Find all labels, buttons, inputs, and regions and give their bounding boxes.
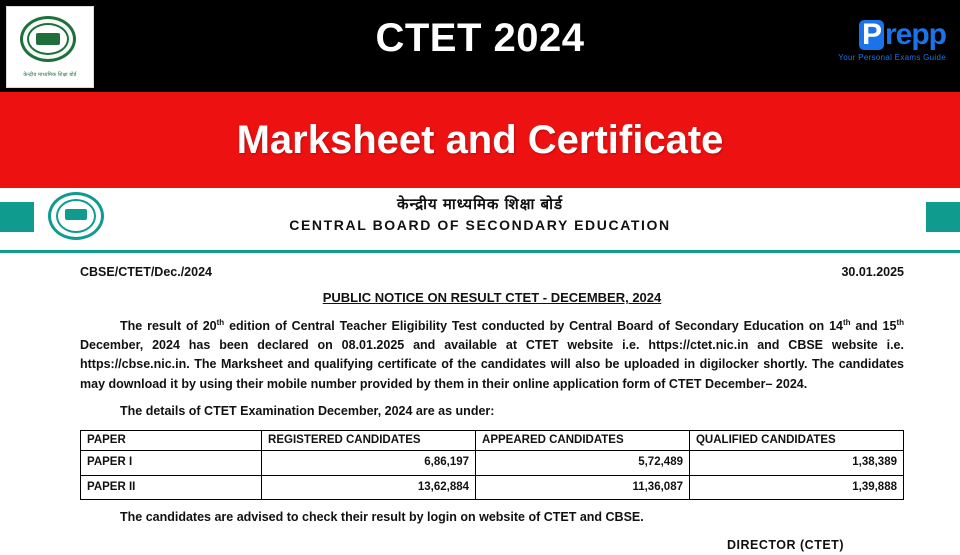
para1-sup-2: th	[842, 317, 851, 327]
cell-paper-2-appeared: 11,36,087	[476, 475, 690, 500]
para2-text: The details of CTET Examination December, 2024 are as under:	[120, 404, 495, 419]
brand-rest: repp	[884, 18, 946, 51]
signature-block: DIRECTOR (CTET)	[727, 537, 844, 552]
document-title-english: CENTRAL BOARD OF SECONDARY EDUCATION	[289, 217, 671, 233]
document-title-hindi: केन्द्रीय माध्यमिक शिक्षा बोर्ड	[397, 196, 563, 213]
para1-sup-3: th	[896, 317, 905, 327]
notice-paragraph-1	[80, 317, 904, 395]
reference-number: CBSE/CTET/Dec./2024	[80, 265, 212, 279]
prepp-logo[interactable]	[796, 20, 946, 62]
column-header-paper: PAPER	[81, 430, 262, 450]
notice-document	[0, 188, 960, 552]
brand-tagline: Your Personal Exams Guide	[838, 53, 946, 62]
cell-paper-2-qualified: 1,39,888	[689, 475, 903, 500]
notice-paragraph-3	[80, 508, 904, 527]
document-titles	[0, 194, 960, 233]
para1-part-b: edition of Central Teacher Eligibility Test conducted by Central Board of Secondary Education on 14	[224, 318, 843, 333]
document-header	[0, 188, 960, 253]
para1-part-a: The result of 20	[120, 318, 217, 333]
cell-paper-1-qualified: 1,38,389	[689, 450, 903, 475]
notice-date: 30.01.2025	[841, 265, 904, 279]
column-header-qualified: QUALIFIED CANDIDATES	[689, 430, 903, 450]
table-row	[81, 450, 904, 475]
results-table	[80, 430, 904, 501]
document-body	[0, 253, 960, 555]
notice-heading: PUBLIC NOTICE ON RESULT CTET - DECEMBER, 2024	[322, 290, 662, 306]
para1-part-d: December, 2024 has been declared on 08.01.2025 and available at CTET website i.e. https://ctet.nic.in and CBSE website i.e. https://cbse.nic.in. The Marksheet and qualifying certificate of the candidates will also be uploaded in digilocker shortly. The candidates may download it by using their mobile number provided by them in their online application form of CTET December– 2024.	[80, 338, 904, 391]
banner-text: Marksheet and Certificate	[236, 117, 724, 162]
page-title: CTET 2024	[375, 16, 585, 60]
column-header-appeared: APPEARED CANDIDATES	[476, 430, 690, 450]
column-header-registered: REGISTERED CANDIDATES	[262, 430, 476, 450]
para3-text: The candidates are advised to check their result by login on website of CTET and CBSE.	[120, 510, 644, 525]
header-bar	[0, 0, 960, 92]
table-header-row	[81, 430, 904, 450]
cell-paper-1-name: PAPER I	[81, 450, 262, 475]
para1-sup-1: th	[216, 317, 225, 327]
cell-paper-1-appeared: 5,72,489	[476, 450, 690, 475]
para1-part-c: and 15	[850, 318, 897, 333]
cell-paper-2-name: PAPER II	[81, 475, 262, 500]
brand-initial: P	[859, 20, 884, 50]
cbse-logo-caption: केन्द्रीय माध्यमिक शिक्षा बोर्ड	[23, 72, 77, 78]
cell-paper-2-registered: 13,62,884	[262, 475, 476, 500]
brand-wordmark	[796, 20, 946, 50]
notice-paragraph-2	[80, 402, 904, 421]
table-row	[81, 475, 904, 500]
banner	[0, 92, 960, 188]
document-meta	[80, 263, 904, 282]
cell-paper-1-registered: 6,86,197	[262, 450, 476, 475]
